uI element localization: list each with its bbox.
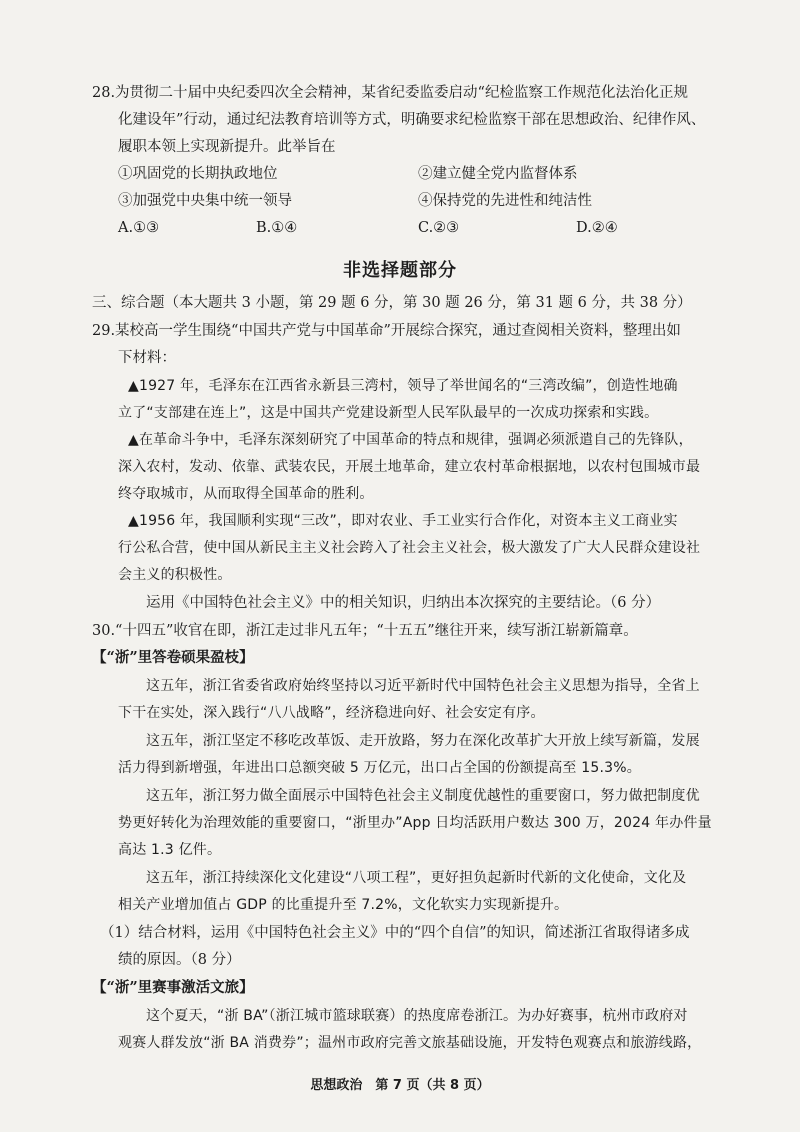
- q30-para-2-line-2: 活力得到新增强，年进出口总额突破 5 万亿元，出口占全国的份额提高至 15.3%。: [118, 760, 641, 776]
- q30-subheading-2: 【“浙”里赛事激活文旅】: [92, 979, 254, 996]
- q29-material-2-line-3: 终夺取城市，从而取得全国革命的胜利。: [118, 486, 374, 502]
- q29-material-1-line-2: 立了“支部建在连上”，这是中国共产党建设新型人民军队最早的一次成功探索和实践。: [118, 405, 659, 421]
- q29-material-2-line-2: 深入农村，发动、依靠、武装农民，开展土地革命，建立农村革命根据地，以农村包围城市最: [118, 459, 701, 475]
- q28-option-3: ③加强党中央集中统一领导: [118, 193, 292, 209]
- q28-line-3: 履职本领上实现新提升。此举旨在: [118, 139, 336, 155]
- q30-para-4-line-2: 相关产业增加值占 GDP 的比重提升至 7.2%，文化软实力实现新提升。: [118, 897, 569, 913]
- q29-line-2: 下材料：: [118, 350, 176, 366]
- page-footer: 思想政治 第 7 页（共 8 页）: [310, 1078, 490, 1093]
- q30-para-1-line-1: 这五年，浙江省委省政府始终坚持以习近平新时代中国特色社会主义思想为指导，全省上: [146, 678, 700, 694]
- q30-para-4-line-1: 这五年，浙江持续深化文化建设“八项工程”，更好担负起新时代新的文化使命，文化及: [146, 870, 687, 886]
- q30-para-3-line-2: 势更好转化为治理效能的重要窗口，“浙里办”App 日均活跃用户数达 300 万，2024 年办件量: [118, 815, 712, 831]
- q28-choice-b: B.①④: [256, 220, 298, 236]
- q30-para-2-line-1: 这五年，浙江坚定不移吃改革饭、走开放路，努力在深化改革扩大开放上续写新篇，发展: [146, 733, 700, 749]
- q30-para-5-line-2: 观赛人群发放“浙 BA 消费券”；温州市政府完善文旅基础设施，开发特色观赛点和旅游线路，: [118, 1035, 702, 1051]
- q30-para-3-line-1: 这五年，浙江努力做全面展示中国特色社会主义制度优越性的重要窗口，努力做把制度优: [146, 788, 700, 804]
- q28-line-2: 化建设年”行动，通过纪法教育培训等方式，明确要求纪检监察干部在思想政治、纪律作风、: [118, 112, 706, 128]
- q29-task: 运用《中国特色社会主义》中的相关知识，归纳出本次探究的主要结论。（6 分）: [146, 595, 661, 611]
- q28-choice-a: A.①③: [118, 220, 160, 236]
- q28-option-2: ②建立健全党内监督体系: [418, 166, 578, 182]
- q28-choice-d: D.②④: [576, 220, 618, 236]
- q30-task-1-line-1: （1）结合材料，运用《中国特色社会主义》中的“四个自信”的知识，简述浙江省取得诸多成: [100, 925, 690, 941]
- q30-para-5-line-1: 这个夏天，“浙 BA”（浙江城市篮球联赛）的热度席卷浙江。为办好赛事，杭州市政府对: [146, 1008, 688, 1024]
- q28-choice-c: C.②③: [418, 220, 460, 236]
- part3-header: 三、综合题（本大题共 3 小题，第 29 题 6 分，第 30 题 26 分，第 31 题 6 分，共 38 分）: [92, 295, 692, 311]
- q30-subheading-1: 【“浙”里答卷硕果盈枝】: [92, 649, 254, 666]
- q28-option-4: ④保持党的先进性和纯洁性: [418, 193, 592, 209]
- q30-line-1: 30.“十四五”收官在即，浙江走过非凡五年；“十五五”继往开来，续写浙江崭新篇章。: [92, 623, 638, 639]
- q29-material-3-line-3: 会主义的积极性。: [118, 567, 232, 583]
- section-title: 非选择题部分: [343, 260, 457, 281]
- q29-material-3-line-1: ▲1956 年，我国顺利实现“三改”，即对农业、手工业实行合作化，对资本主义工商业实: [128, 513, 678, 529]
- q28-line-1: 28.为贯彻二十届中央纪委四次全会精神，某省纪委监委启动“纪检监察工作规范化法治化正规: [92, 85, 688, 101]
- q30-para-3-line-3: 高达 1.3 亿件。: [118, 842, 222, 858]
- q30-para-1-line-2: 下干在实处，深入践行“八八战略”，经济稳进向好、社会安定有序。: [118, 705, 545, 721]
- q29-material-3-line-2: 行公私合营，使中国从新民主主义社会跨入了社会主义社会，极大激发了广大人民群众建设社: [118, 540, 701, 556]
- q29-material-2-line-1: ▲在革命斗争中，毛泽东深刻研究了中国革命的特点和规律，强调必须派遣自己的先锋队，: [128, 432, 693, 448]
- q29-material-1-line-1: ▲1927 年，毛泽东在江西省永新县三湾村，领导了举世闻名的“三湾改编”，创造性地确: [128, 378, 678, 394]
- q29-line-1: 29.某校高一学生围绕“中国共产党与中国革命”开展综合探究，通过查阅相关资料，整理出如: [92, 323, 681, 339]
- q28-option-1: ①巩固党的长期执政地位: [118, 166, 278, 182]
- q30-task-1-line-2: 绩的原因。（8 分）: [118, 952, 241, 968]
